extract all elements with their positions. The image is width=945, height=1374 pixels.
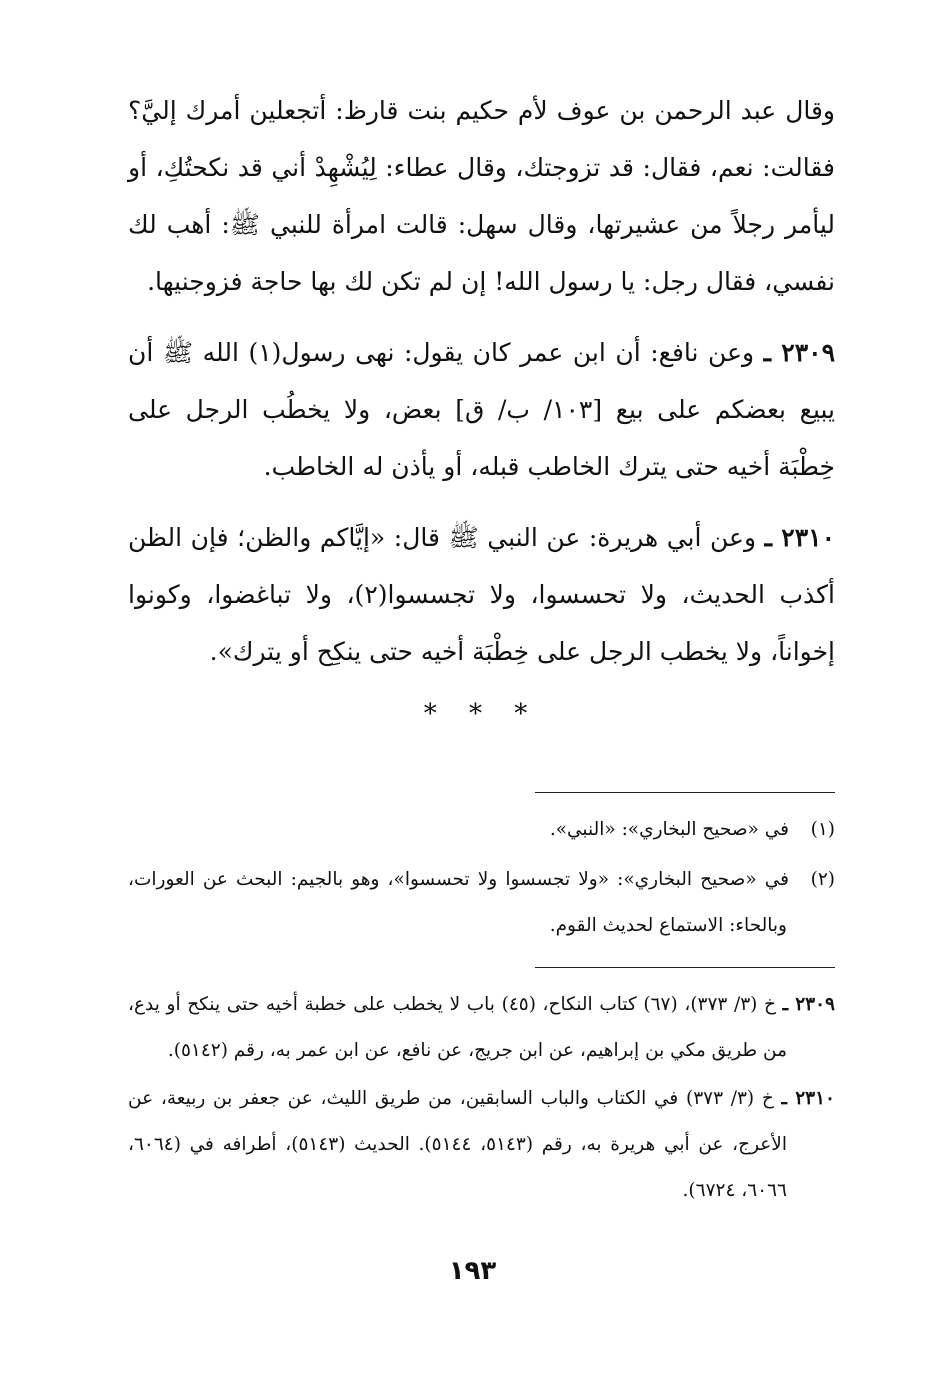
footnotes [128, 807, 835, 949]
footnote-text: في «صحيح البخاري»: «النبي». [549, 819, 789, 840]
reference-text: خ (٣/ ٣٧٣) في الكتاب والباب السابقين، من طريق الليث، عن جعفر بن ربيعة، عن الأعرج، عن أبي هريرة به، رقم (٥١٤٣، ٥١٤٤). الحديث (٥١٤٣)، أطرافه في (٦٠٦٤، ٦٠٦٦، ٦٧٢٤). [128, 1088, 788, 1201]
footnote-text: في «صحيح البخاري»: «ولا تجسسوا ولا تحسسوا»، وهو بالجيم: البحث عن العورات، وبالحاء: الاستماع لحديث القوم. [128, 869, 789, 936]
footnote-item [128, 857, 835, 949]
footnote-item [128, 807, 835, 853]
section-separator: * * * [423, 699, 540, 729]
reference-number: ٢٣٠٩ ـ [782, 994, 835, 1015]
hadith-text: وعن أبي هريرة: عن النبي ﷺ قال: «إيَّاكم والظن؛ فإن الظن أكذب الحديث، ولا تحسسوا، ولا تجسسوا(٢)، ولا تباغضوا، وكونوا إخواناً، ولا يخطب الرجل على خِطْبَة أخيه حتى ينكِح أو يترك». [128, 523, 835, 666]
reference-number: ٢٣١٠ ـ [781, 1088, 835, 1109]
page-number: ١٩٣ [448, 1256, 497, 1286]
hadith-2309 [128, 324, 835, 495]
reference-item [128, 982, 835, 1074]
hadith-number: ٢٣٠٩ ـ [763, 338, 836, 367]
footnote-number: (١) [810, 819, 835, 840]
reference-text: خ (٣/ ٣٧٣)، (٦٧) كتاب النكاح، (٤٥) باب لا يخطب على خطبة أخيه حتى ينكح أو يدع، من طريق مكي بن إبراهيم، عن ابن جريج، عن نافع، عن ابن عمر به، رقم (٥١٤٢). [128, 994, 787, 1061]
references-divider [535, 967, 835, 968]
takhrij-references [128, 982, 835, 1214]
book-page [128, 82, 835, 1216]
footnote-number: (٢) [810, 869, 835, 890]
paragraph-intro: وقال عبد الرحمن بن عوف لأم حكيم بنت قارظ: أتجعلين أمرك إليَّ؟ فقالت: نعم، فقال: قد تزوجتك، وقال عطاء: لِيُشْهِدْ أني قد نكحتُكِ، أو ليأمر رجلاً من عشيرتها، وقال سهل: قالت امرأة للنبي ﷺ: أهب لك نفسي، فقال رجل: يا رسول الله! إن لم تكن لك بها حاجة فزوجنيها. [128, 96, 835, 296]
hadith-text: وعن نافع: أن ابن عمر كان يقول: نهى رسول(١) الله ﷺ أن يبيع بعضكم على بيع [١٠٣/ ب/ ق] بعض، ولا يخطُب الرجل على خِطْبَة أخيه حتى يترك الخاطب قبله، أو يأذن له الخاطب. [128, 338, 835, 481]
main-text [128, 82, 835, 734]
reference-item [128, 1076, 835, 1214]
footnote-divider [535, 792, 835, 793]
hadith-number: ٢٣١٠ ـ [764, 523, 835, 552]
hadith-2310 [128, 509, 835, 680]
